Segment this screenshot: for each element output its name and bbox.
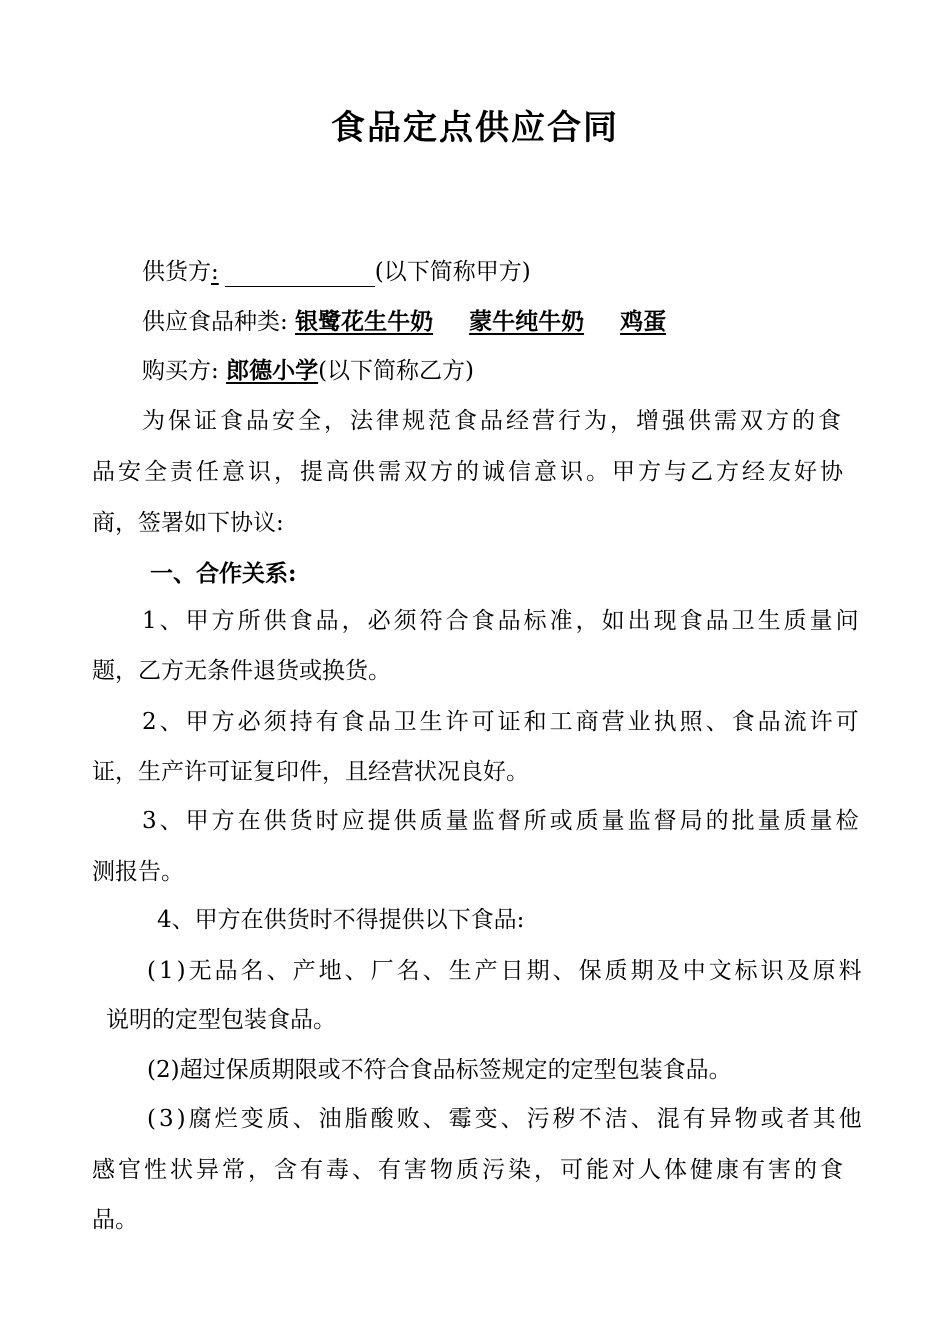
- subclause-line: 品。: [92, 1207, 138, 1233]
- food-item: 银鹭花生牛奶: [295, 308, 434, 335]
- intro-line: 为保证食品安全，法律规范食品经营行为，增强供需双方的食: [142, 408, 844, 434]
- supplier-label: 供货方: [142, 259, 211, 285]
- intro-line: 商，签署如下协议:: [92, 510, 284, 536]
- supplier-blank: [225, 262, 375, 287]
- clause-line: 3、甲方在供货时应提供质量监督所或质量监督局的批量质量检: [142, 808, 862, 834]
- clause-line: 证，生产许可证复印件，且经营状况良好。: [92, 759, 529, 785]
- food-item: 蒙牛纯牛奶: [469, 308, 585, 335]
- food-item: 鸡蛋: [620, 308, 667, 335]
- subclause-line: 感官性状异常，含有毒、有害物质污染，可能对人体健康有害的食: [92, 1157, 846, 1183]
- clause-line: 测报告。: [92, 859, 184, 885]
- supplier-line: [142, 257, 531, 287]
- subclause-line: (2)超过保质期限或不符合食品标签规定的定型包装食品。: [147, 1057, 732, 1083]
- subclause-line: 说明的定型包装食品。: [106, 1007, 336, 1033]
- buyer-line: [142, 356, 474, 386]
- buyer-name: 郎德小学: [226, 357, 319, 384]
- section-heading: 一、合作关系:: [150, 560, 297, 587]
- supplier-suffix: (以下简称甲方): [374, 259, 531, 285]
- subclause-line: (1)无品名、产地、厂名、生产日期、保质期及中文标识及原料: [147, 958, 865, 984]
- clause-line: 1、甲方所供食品，必须符合食品标准，如出现食品卫生质量问: [142, 608, 862, 634]
- buyer-label: 购买方:: [142, 358, 219, 384]
- buyer-suffix: (以下简称乙方): [318, 358, 475, 384]
- food-types-label: 供应食品种类:: [142, 309, 288, 335]
- food-types-line: [142, 307, 666, 337]
- clause-line: 2、甲方必须持有食品卫生许可证和工商营业执照、食品流许可: [142, 709, 862, 735]
- supplier-colon: :: [211, 259, 219, 285]
- subclause-line: (3)腐烂变质、油脂酸败、霉变、污秽不洁、混有异物或者其他: [147, 1106, 865, 1132]
- clause-line: 4、甲方在供货时不得提供以下食品:: [157, 907, 525, 933]
- document-title: 食品定点供应合同: [331, 108, 619, 148]
- clause-line: 题，乙方无条件退货或换货。: [92, 658, 391, 684]
- intro-line: 品安全责任意识，提高供需双方的诚信意识。甲方与乙方经友好协: [92, 459, 846, 485]
